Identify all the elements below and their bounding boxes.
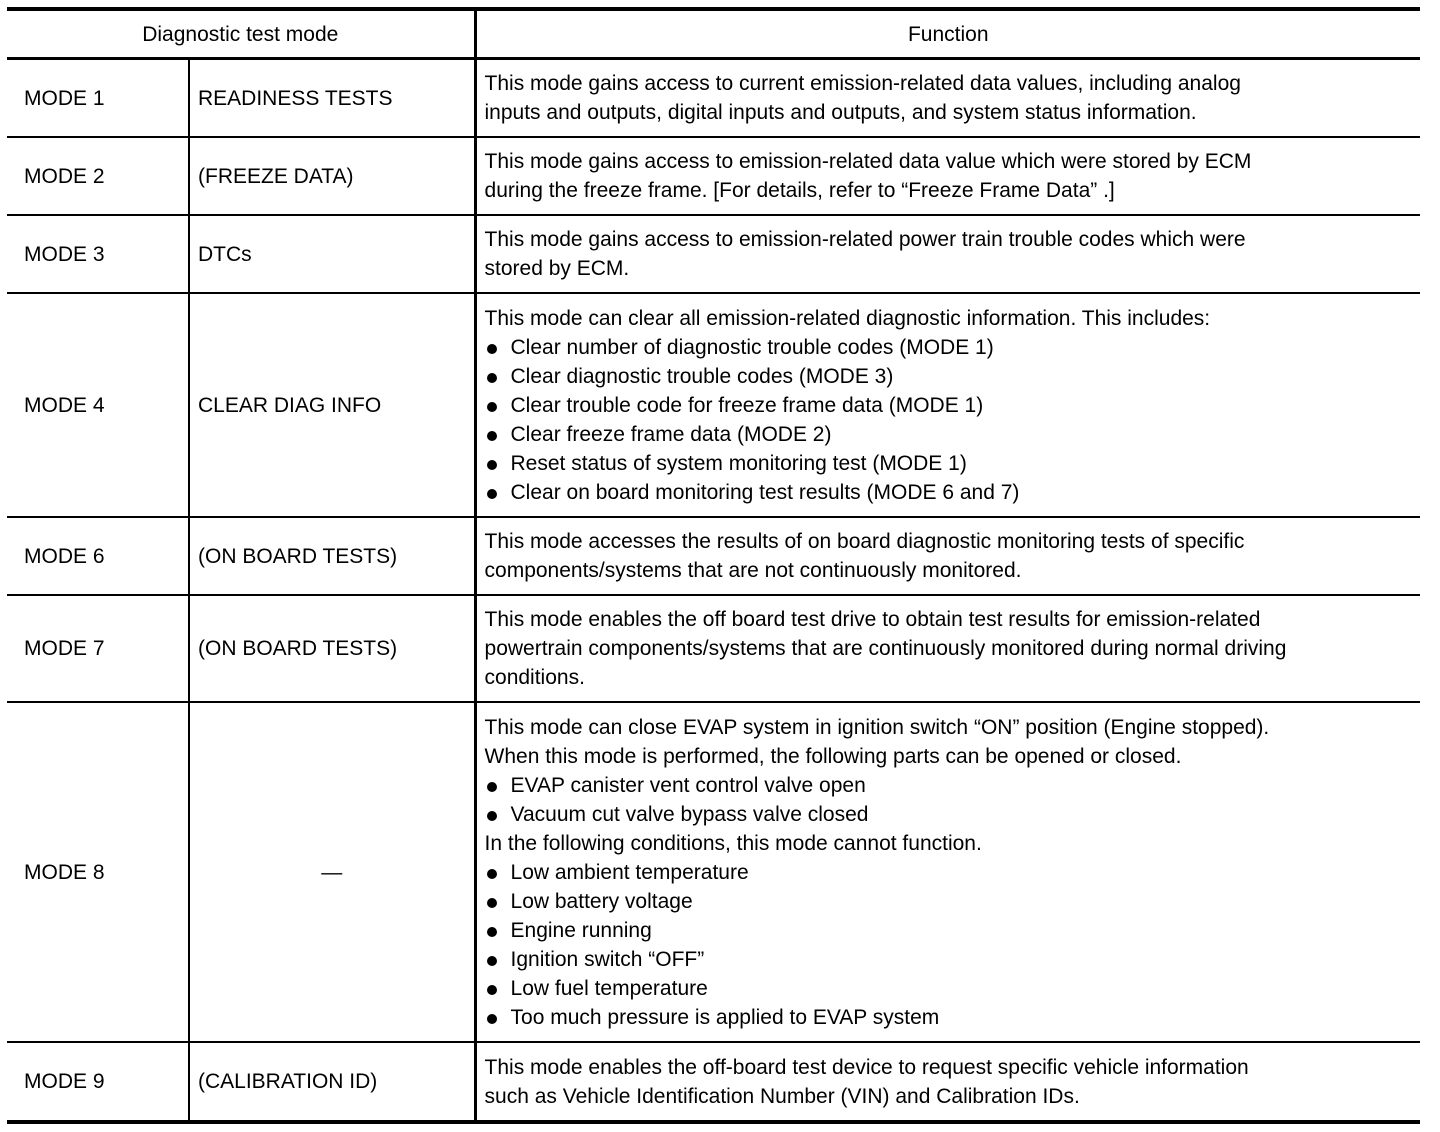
bullet-item: Clear on board monitoring test results (MODE 6 and 7) xyxy=(485,478,1412,507)
bullet-item: Engine running xyxy=(485,916,1412,945)
diagnostic-mode-table xyxy=(7,7,1420,1124)
bullet-item: EVAP canister vent control valve open xyxy=(485,771,1412,800)
bullet-item: Vacuum cut valve bypass valve closed xyxy=(485,800,1412,829)
function-line: This mode gains access to current emission-related data values, including analog xyxy=(484,72,1241,95)
function-line: This mode gains access to emission-related data value which were stored by ECM xyxy=(484,150,1252,173)
function-cell xyxy=(475,517,1420,595)
bullet-item: Low fuel temperature xyxy=(485,974,1412,1003)
table-row xyxy=(7,59,1420,138)
bullet-item: Low battery voltage xyxy=(485,887,1412,916)
table-row xyxy=(7,595,1420,702)
function-line: inputs and outputs, digital inputs and outputs, and system status information. xyxy=(484,101,1197,124)
bullet-item: Ignition switch “OFF” xyxy=(485,945,1412,974)
function-line: such as Vehicle Identification Number (VIN) and Calibration IDs. xyxy=(484,1084,1080,1108)
function-line: In the following conditions, this mode cannot function. xyxy=(484,831,982,855)
function-line: This mode can close EVAP system in ignition switch “ON” position (Engine stopped). xyxy=(484,715,1270,739)
table-row xyxy=(7,517,1420,595)
mode-cell: MODE 4 xyxy=(7,293,189,517)
bullet-item: Clear trouble code for freeze frame data (MODE 1) xyxy=(485,391,1412,420)
bullet-item: Clear freeze frame data (MODE 2) xyxy=(485,420,1412,449)
function-cell xyxy=(475,59,1420,138)
function-cell xyxy=(475,137,1420,215)
mode-name-cell: (FREEZE DATA) xyxy=(189,137,475,215)
function-line: powertrain components/systems that are continuously monitored during normal driving xyxy=(484,637,1287,660)
mode-cell: MODE 6 xyxy=(7,517,189,595)
header-function: Function xyxy=(475,9,1420,59)
function-cell xyxy=(475,595,1420,702)
mode-name-cell: (ON BOARD TESTS) xyxy=(189,595,475,702)
bullet-item: Clear number of diagnostic trouble codes (MODE 1) xyxy=(485,333,1412,362)
mode-cell: MODE 9 xyxy=(7,1042,189,1122)
function-cell xyxy=(475,215,1420,293)
mode-cell: MODE 8 xyxy=(7,702,189,1042)
table-row xyxy=(7,1042,1420,1122)
function-cell xyxy=(475,702,1420,1042)
mode-name-cell: DTCs xyxy=(189,215,475,293)
mode-cell: MODE 3 xyxy=(7,215,189,293)
function-line: When this mode is performed, the following parts can be opened or closed. xyxy=(484,744,1182,768)
table-row xyxy=(7,215,1420,293)
table-row xyxy=(7,293,1420,517)
function-line: components/systems that are not continuously monitored. xyxy=(484,559,1022,582)
function-line: during the freeze frame. [For details, refer to “Freeze Frame Data” .] xyxy=(484,179,1115,202)
function-cell xyxy=(475,1042,1420,1122)
function-line: This mode accesses the results of on board diagnostic monitoring tests of specific xyxy=(484,530,1245,553)
mode-cell: MODE 2 xyxy=(7,137,189,215)
function-line: This mode gains access to emission-related power train trouble codes which were xyxy=(484,228,1246,251)
mode-name-cell: — xyxy=(189,702,475,1042)
bullet-item: Clear diagnostic trouble codes (MODE 3) xyxy=(485,362,1412,391)
mode-name-cell: (ON BOARD TESTS) xyxy=(189,517,475,595)
mode-name-cell: CLEAR DIAG INFO xyxy=(189,293,475,517)
bullet-item: Too much pressure is applied to EVAP system xyxy=(485,1003,1412,1032)
bullet-item: Low ambient temperature xyxy=(485,858,1412,887)
function-line: stored by ECM. xyxy=(484,257,630,280)
mode-cell: MODE 1 xyxy=(7,59,189,138)
table-row xyxy=(7,702,1420,1042)
function-line: This mode enables the off-board test device to request specific vehicle information xyxy=(484,1055,1249,1079)
function-cell xyxy=(475,293,1420,517)
mode-name-cell: READINESS TESTS xyxy=(189,59,475,138)
table-header-row xyxy=(7,9,1420,59)
header-diagnostic-test-mode: Diagnostic test mode xyxy=(7,9,475,59)
function-line: This mode can clear all emission-related diagnostic information. This includes: xyxy=(484,306,1211,330)
function-line: conditions. xyxy=(484,666,585,689)
function-line: This mode enables the off board test drive to obtain test results for emission-related xyxy=(484,608,1261,631)
table-row xyxy=(7,137,1420,215)
mode-name-cell: (CALIBRATION ID) xyxy=(189,1042,475,1122)
bullet-item: Reset status of system monitoring test (MODE 1) xyxy=(485,449,1412,478)
mode-cell: MODE 7 xyxy=(7,595,189,702)
